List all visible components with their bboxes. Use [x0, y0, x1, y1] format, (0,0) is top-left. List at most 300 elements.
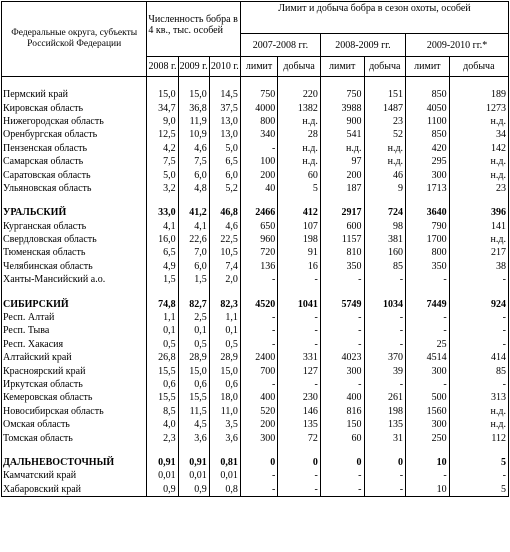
catch-2008-cell: 23	[364, 115, 406, 128]
population-2009-cell: 41,2	[178, 206, 209, 219]
catch-2007-cell: 135	[278, 418, 321, 431]
spacer-cell	[240, 195, 277, 206]
district-total-row	[2, 456, 509, 469]
population-2010-cell: 10,5	[209, 246, 240, 259]
catch-2009-cell: 189	[449, 88, 508, 101]
region-name-cell: Хабаровский край	[2, 483, 147, 497]
limit-2008-cell: 816	[320, 405, 364, 418]
catch-2007-cell: 220	[278, 88, 321, 101]
limit-2008-cell: 60	[320, 431, 364, 444]
region-name-cell: Самарская область	[2, 155, 147, 168]
limit-2007-cell: 2400	[240, 351, 277, 364]
catch-2007-cell: 331	[278, 351, 321, 364]
spacer-cell	[406, 286, 450, 297]
population-2008-cell: 4,2	[147, 142, 178, 155]
spacer-cell	[2, 195, 147, 206]
spacer-cell	[320, 286, 364, 297]
population-2008-cell: 4,1	[147, 220, 178, 233]
catch-2007-cell: -	[278, 483, 321, 497]
limit-2007-cell: 0	[240, 456, 277, 469]
population-2008-cell: 2,3	[147, 431, 178, 444]
spacer-row	[2, 445, 509, 456]
spacer-cell	[406, 445, 450, 456]
limit-2007-cell: -	[240, 338, 277, 351]
population-2010-cell: 4,6	[209, 220, 240, 233]
catch-2009-cell: 141	[449, 220, 508, 233]
table-row	[2, 155, 509, 168]
limit-2008-cell: -	[320, 483, 364, 497]
table-row	[2, 168, 509, 181]
table-row	[2, 246, 509, 259]
catch-2009-cell: -	[449, 324, 508, 337]
catch-2008-cell: 381	[364, 233, 406, 246]
season-header: 2008-2009 гг.	[320, 34, 405, 57]
spacer-cell	[320, 445, 364, 456]
population-2010-cell: 13,0	[209, 115, 240, 128]
table-row	[2, 233, 509, 246]
catch-subheader: добыча	[364, 57, 406, 77]
catch-2009-cell: 38	[449, 260, 508, 273]
spacer-cell	[320, 195, 364, 206]
table-row	[2, 128, 509, 141]
population-2009-cell: 4,5	[178, 418, 209, 431]
catch-2009-cell: н.д.	[449, 168, 508, 181]
limit-2008-cell: -	[320, 324, 364, 337]
population-2010-cell: 7,4	[209, 260, 240, 273]
year-header: 2009 г.	[178, 57, 209, 77]
population-2010-cell: 0,8	[209, 483, 240, 497]
table-body	[2, 77, 509, 497]
catch-2009-cell: 313	[449, 391, 508, 404]
limit-2009-cell: 10	[406, 483, 450, 497]
limit-2009-cell: -	[406, 469, 450, 482]
population-2008-cell: 16,0	[147, 233, 178, 246]
population-2010-cell: 3,5	[209, 418, 240, 431]
population-2010-cell: 82,3	[209, 297, 240, 310]
region-name-cell: Нижегородская область	[2, 115, 147, 128]
limit-2009-cell: 500	[406, 391, 450, 404]
catch-2008-cell: 52	[364, 128, 406, 141]
limit-2008-cell: 0	[320, 456, 364, 469]
catch-2009-cell: 396	[449, 206, 508, 219]
population-2010-cell: 3,6	[209, 431, 240, 444]
catch-2009-cell: 5	[449, 483, 508, 497]
catch-2007-cell: н.д.	[278, 142, 321, 155]
region-name-cell: Иркутская область	[2, 378, 147, 391]
region-name-cell: Камчатский край	[2, 469, 147, 482]
population-2010-cell: 2,0	[209, 273, 240, 286]
limit-2009-cell: 1713	[406, 182, 450, 195]
limit-2008-cell: -	[320, 273, 364, 286]
population-2009-cell: 28,9	[178, 351, 209, 364]
catch-2009-cell: 414	[449, 351, 508, 364]
population-2010-cell: 18,0	[209, 391, 240, 404]
spacer-cell	[449, 77, 508, 89]
spacer-row	[2, 286, 509, 297]
limit-2007-cell: -	[240, 378, 277, 391]
limit-2009-cell: 800	[406, 246, 450, 259]
population-2009-cell: 7,0	[178, 246, 209, 259]
limit-2009-cell: 3640	[406, 206, 450, 219]
limit-2007-cell: 650	[240, 220, 277, 233]
region-name-cell: Ханты-Мансийский а.о.	[2, 273, 147, 286]
limit-2008-cell: -	[320, 378, 364, 391]
spacer-cell	[364, 77, 406, 89]
population-2010-cell: 11,0	[209, 405, 240, 418]
limit-2008-cell: 300	[320, 364, 364, 377]
spacer-cell	[209, 195, 240, 206]
table-row	[2, 405, 509, 418]
catch-2008-cell: -	[364, 469, 406, 482]
region-name-cell: Кировская область	[2, 101, 147, 114]
catch-2007-cell: -	[278, 324, 321, 337]
catch-2009-cell: -	[449, 469, 508, 482]
catch-2007-cell: 0	[278, 456, 321, 469]
population-2008-cell: 26,8	[147, 351, 178, 364]
population-2008-cell: 0,9	[147, 483, 178, 497]
limit-2008-cell: 97	[320, 155, 364, 168]
population-2009-cell: 15,0	[178, 364, 209, 377]
limit-2009-cell: 300	[406, 364, 450, 377]
limit-2009-cell: 10	[406, 456, 450, 469]
catch-2008-cell: 9	[364, 182, 406, 195]
population-2010-cell: 0,81	[209, 456, 240, 469]
population-2009-cell: 0,1	[178, 324, 209, 337]
catch-2008-cell: 261	[364, 391, 406, 404]
population-2010-cell: 6,0	[209, 168, 240, 181]
limit-2009-cell: 1700	[406, 233, 450, 246]
population-2008-cell: 0,1	[147, 324, 178, 337]
population-2008-cell: 9,0	[147, 115, 178, 128]
spacer-cell	[178, 445, 209, 456]
spacer-cell	[449, 195, 508, 206]
catch-2009-cell: 34	[449, 128, 508, 141]
catch-2008-cell: 1034	[364, 297, 406, 310]
limit-2008-cell: 810	[320, 246, 364, 259]
catch-2007-cell: 1382	[278, 101, 321, 114]
catch-2008-cell: н.д.	[364, 155, 406, 168]
catch-2007-cell: 72	[278, 431, 321, 444]
catch-2007-cell: -	[278, 273, 321, 286]
region-name-cell: Свердловская область	[2, 233, 147, 246]
spacer-cell	[240, 77, 277, 89]
catch-2009-cell: 142	[449, 142, 508, 155]
population-column-header: Численность бобра в 4 кв., тыс. особей	[147, 2, 240, 57]
population-2009-cell: 22,6	[178, 233, 209, 246]
limit-2009-cell: 420	[406, 142, 450, 155]
population-2010-cell: 5,0	[209, 142, 240, 155]
catch-2008-cell: -	[364, 338, 406, 351]
spacer-cell	[178, 77, 209, 89]
limit-subheader: лимит	[406, 57, 450, 77]
population-2008-cell: 1,1	[147, 311, 178, 324]
district-total-row	[2, 297, 509, 310]
limit-2009-cell: 850	[406, 128, 450, 141]
spacer-cell	[209, 77, 240, 89]
limit-2009-cell: 25	[406, 338, 450, 351]
population-2008-cell: 8,5	[147, 405, 178, 418]
catch-2008-cell: 31	[364, 431, 406, 444]
region-name-cell: СИБИРСКИЙ	[2, 297, 147, 310]
catch-2008-cell: -	[364, 311, 406, 324]
catch-2008-cell: 85	[364, 260, 406, 273]
table-row	[2, 142, 509, 155]
population-2008-cell: 6,5	[147, 246, 178, 259]
population-2009-cell: 4,8	[178, 182, 209, 195]
limit-2008-cell: 187	[320, 182, 364, 195]
population-2009-cell: 4,1	[178, 220, 209, 233]
population-2009-cell: 1,5	[178, 273, 209, 286]
catch-2009-cell: -	[449, 311, 508, 324]
limit-2008-cell: 4023	[320, 351, 364, 364]
catch-2008-cell: 135	[364, 418, 406, 431]
limit-2007-cell: 200	[240, 168, 277, 181]
region-name-cell: Красноярский край	[2, 364, 147, 377]
table-row	[2, 324, 509, 337]
limit-2008-cell: 900	[320, 115, 364, 128]
population-2008-cell: 0,01	[147, 469, 178, 482]
catch-2008-cell: 198	[364, 405, 406, 418]
catch-2008-cell: 0	[364, 456, 406, 469]
limit-2007-cell: 300	[240, 431, 277, 444]
spacer-cell	[364, 445, 406, 456]
catch-2007-cell: н.д.	[278, 115, 321, 128]
population-2009-cell: 0,91	[178, 456, 209, 469]
catch-2007-cell: -	[278, 311, 321, 324]
spacer-cell	[147, 77, 178, 89]
limit-2008-cell: -	[320, 311, 364, 324]
region-name-cell: Ульяновская область	[2, 182, 147, 195]
population-2009-cell: 4,6	[178, 142, 209, 155]
limit-2008-cell: 200	[320, 168, 364, 181]
limit-2007-cell: -	[240, 142, 277, 155]
catch-2007-cell: 60	[278, 168, 321, 181]
catch-2009-cell: 924	[449, 297, 508, 310]
catch-2009-cell: -	[449, 338, 508, 351]
population-2010-cell: 0,01	[209, 469, 240, 482]
limit-2007-cell: 340	[240, 128, 277, 141]
table-row	[2, 311, 509, 324]
catch-2008-cell: 1487	[364, 101, 406, 114]
catch-2007-cell: 91	[278, 246, 321, 259]
table-row	[2, 115, 509, 128]
catch-2009-cell: 85	[449, 364, 508, 377]
population-2008-cell: 7,5	[147, 155, 178, 168]
population-2010-cell: 0,1	[209, 324, 240, 337]
year-header: 2010 г.	[209, 57, 240, 77]
limit-2009-cell: -	[406, 273, 450, 286]
population-2010-cell: 0,6	[209, 378, 240, 391]
region-name-cell: Алтайский край	[2, 351, 147, 364]
limit-2007-cell: 200	[240, 418, 277, 431]
population-2010-cell: 37,5	[209, 101, 240, 114]
population-2009-cell: 2,5	[178, 311, 209, 324]
table-row	[2, 88, 509, 101]
limit-2009-cell: 7449	[406, 297, 450, 310]
limit-2007-cell: 400	[240, 391, 277, 404]
catch-2008-cell: 98	[364, 220, 406, 233]
population-2009-cell: 15,0	[178, 88, 209, 101]
population-2010-cell: 14,5	[209, 88, 240, 101]
region-name-cell: Оренбургская область	[2, 128, 147, 141]
region-name-cell: Пензенская область	[2, 142, 147, 155]
limit-2009-cell: 300	[406, 168, 450, 181]
spacer-cell	[278, 195, 321, 206]
limit-2008-cell: 5749	[320, 297, 364, 310]
population-2009-cell: 0,9	[178, 483, 209, 497]
population-2009-cell: 0,01	[178, 469, 209, 482]
population-2010-cell: 13,0	[209, 128, 240, 141]
catch-2007-cell: -	[278, 338, 321, 351]
limit-2008-cell: -	[320, 338, 364, 351]
limit-2007-cell: 4000	[240, 101, 277, 114]
spacer-cell	[364, 286, 406, 297]
catch-2008-cell: н.д.	[364, 142, 406, 155]
population-2008-cell: 15,5	[147, 364, 178, 377]
population-2009-cell: 82,7	[178, 297, 209, 310]
limit-2007-cell: 800	[240, 115, 277, 128]
population-2008-cell: 0,6	[147, 378, 178, 391]
population-2008-cell: 5,0	[147, 168, 178, 181]
season-header: 2009-2010 гг.*	[406, 34, 509, 57]
catch-2007-cell: 146	[278, 405, 321, 418]
limit-2007-cell: 4520	[240, 297, 277, 310]
catch-2008-cell: 151	[364, 88, 406, 101]
population-2009-cell: 6,0	[178, 168, 209, 181]
population-2008-cell: 0,5	[147, 338, 178, 351]
catch-2009-cell: 112	[449, 431, 508, 444]
spacer-cell	[147, 445, 178, 456]
catch-2008-cell: 724	[364, 206, 406, 219]
table-row	[2, 469, 509, 482]
limit-2009-cell: -	[406, 324, 450, 337]
population-2009-cell: 11,9	[178, 115, 209, 128]
limit-2009-cell: 4514	[406, 351, 450, 364]
region-name-cell: Саратовская область	[2, 168, 147, 181]
catch-2007-cell: 198	[278, 233, 321, 246]
spacer-cell	[147, 286, 178, 297]
region-name-cell: Кемеровская область	[2, 391, 147, 404]
limit-2007-cell: 520	[240, 405, 277, 418]
table-row	[2, 273, 509, 286]
population-2009-cell: 0,6	[178, 378, 209, 391]
limit-2008-cell: н.д.	[320, 142, 364, 155]
beaver-statistics-table	[1, 1, 509, 497]
population-2008-cell: 33,0	[147, 206, 178, 219]
population-2008-cell: 0,91	[147, 456, 178, 469]
spacer-cell	[178, 286, 209, 297]
limit-2007-cell: 2466	[240, 206, 277, 219]
spacer-cell	[240, 445, 277, 456]
catch-2007-cell: 127	[278, 364, 321, 377]
table-row	[2, 364, 509, 377]
population-2009-cell: 11,5	[178, 405, 209, 418]
limit-2007-cell: -	[240, 469, 277, 482]
catch-2007-cell: 230	[278, 391, 321, 404]
limit-2008-cell: 150	[320, 418, 364, 431]
limit-2007-cell: 720	[240, 246, 277, 259]
catch-2009-cell: н.д.	[449, 405, 508, 418]
region-name-cell: Пермский край	[2, 88, 147, 101]
population-2009-cell: 6,0	[178, 260, 209, 273]
catch-2007-cell: 1041	[278, 297, 321, 310]
spacer-cell	[278, 77, 321, 89]
population-2009-cell: 7,5	[178, 155, 209, 168]
limit-2008-cell: 400	[320, 391, 364, 404]
region-column-header: Федеральные округа, субъекты Российской Федерации	[2, 2, 147, 77]
population-2010-cell: 22,5	[209, 233, 240, 246]
season-header: 2007-2008 гг.	[240, 34, 320, 57]
population-2009-cell: 0,5	[178, 338, 209, 351]
year-header: 2008 г.	[147, 57, 178, 77]
population-2008-cell: 12,5	[147, 128, 178, 141]
catch-2008-cell: -	[364, 378, 406, 391]
region-name-cell: Новосибирская область	[2, 405, 147, 418]
population-2008-cell: 4,0	[147, 418, 178, 431]
population-2009-cell: 36,8	[178, 101, 209, 114]
limit-subheader: лимит	[320, 57, 364, 77]
spacer-cell	[449, 286, 508, 297]
limit-2009-cell: 4050	[406, 101, 450, 114]
limit-2009-cell: -	[406, 311, 450, 324]
region-name-cell: Челябинская область	[2, 260, 147, 273]
limit-2009-cell: 300	[406, 418, 450, 431]
region-name-cell: Респ. Тыва	[2, 324, 147, 337]
catch-2007-cell: 16	[278, 260, 321, 273]
region-name-cell: Респ. Алтай	[2, 311, 147, 324]
limit-2007-cell: -	[240, 273, 277, 286]
population-2008-cell: 15,5	[147, 391, 178, 404]
spacer-cell	[449, 445, 508, 456]
region-name-cell: Респ. Хакасия	[2, 338, 147, 351]
population-2008-cell: 74,8	[147, 297, 178, 310]
catch-2007-cell: 28	[278, 128, 321, 141]
region-name-cell: Курганская область	[2, 220, 147, 233]
limit-2008-cell: -	[320, 469, 364, 482]
limit-2008-cell: 600	[320, 220, 364, 233]
spacer-cell	[406, 195, 450, 206]
spacer-cell	[278, 286, 321, 297]
table-row	[2, 378, 509, 391]
limit-2009-cell: -	[406, 378, 450, 391]
limit-2007-cell: -	[240, 324, 277, 337]
table-row	[2, 101, 509, 114]
spacer-row	[2, 195, 509, 206]
spacer-cell	[320, 77, 364, 89]
catch-subheader: добыча	[449, 57, 508, 77]
spacer-cell	[2, 77, 147, 89]
table-row	[2, 391, 509, 404]
limit-2007-cell: 100	[240, 155, 277, 168]
limit-2007-cell: 960	[240, 233, 277, 246]
table-header	[2, 2, 509, 77]
catch-2007-cell: 5	[278, 182, 321, 195]
population-2010-cell: 5,2	[209, 182, 240, 195]
spacer-cell	[364, 195, 406, 206]
catch-2008-cell: -	[364, 483, 406, 497]
limit-2009-cell: 850	[406, 88, 450, 101]
catch-2007-cell: 107	[278, 220, 321, 233]
population-2009-cell: 15,5	[178, 391, 209, 404]
limit-2009-cell: 295	[406, 155, 450, 168]
catch-2008-cell: -	[364, 324, 406, 337]
catch-2009-cell: -	[449, 273, 508, 286]
limit-2008-cell: 541	[320, 128, 364, 141]
limit-2009-cell: 350	[406, 260, 450, 273]
catch-2009-cell: 5	[449, 456, 508, 469]
spacer-row	[2, 77, 509, 89]
population-2008-cell: 3,2	[147, 182, 178, 195]
